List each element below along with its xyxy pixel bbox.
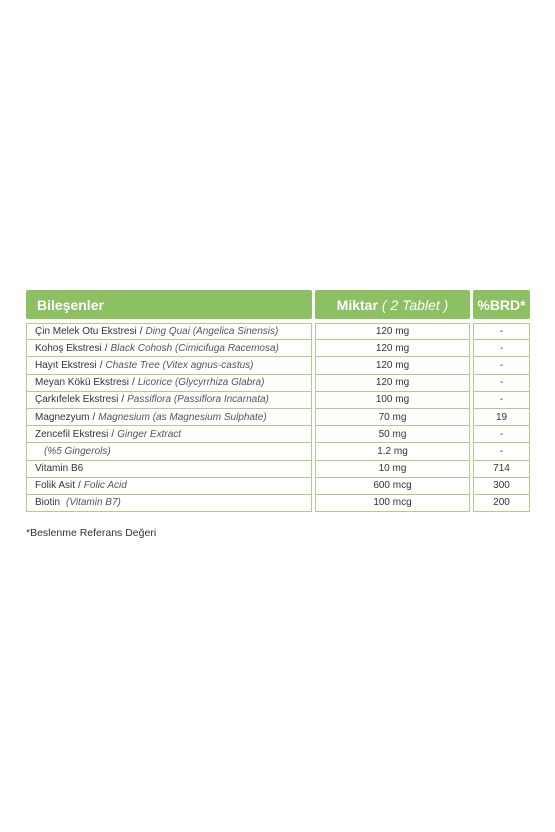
ingredient-name-en: Magnesium (as Magnesium Sulphate)	[98, 411, 267, 423]
table-row	[26, 461, 530, 478]
table-row	[26, 478, 530, 495]
ingredient-separator: /	[139, 326, 143, 338]
ingredient-cell	[26, 495, 312, 512]
ingredient-name-tr: Çarkıfelek Ekstresi	[35, 394, 119, 406]
table-row	[26, 375, 530, 392]
amount-cell: 120 mg	[315, 357, 470, 374]
table-row	[26, 443, 530, 460]
amount-cell: 120 mg	[315, 375, 470, 392]
ingredient-name-tr: Biotin	[35, 497, 61, 509]
brd-cell: -	[473, 357, 530, 374]
table-row	[26, 323, 530, 340]
brd-cell: -	[473, 443, 530, 460]
brd-cell: 300	[473, 478, 530, 495]
ingredient-name-en: Passiflora (Passiflora Incarnata)	[127, 394, 269, 406]
table-row	[26, 357, 530, 374]
ingredient-name-tr: Folik Asit	[35, 480, 76, 492]
ingredient-separator: /	[111, 428, 115, 440]
ingredient-name-tr: Kohoş Ekstresi	[35, 342, 102, 354]
amount-cell: 600 mcg	[315, 478, 470, 495]
ingredient-separator: /	[78, 480, 81, 492]
ingredient-separator: /	[104, 342, 108, 354]
ingredient-separator: /	[92, 411, 96, 423]
ingredient-cell	[26, 478, 312, 495]
ingredient-name-en: (Vitamin B7)	[66, 497, 121, 509]
brd-cell: 19	[473, 409, 530, 426]
table-row	[26, 409, 530, 426]
header-amount-label: Miktar	[336, 296, 378, 313]
table-row	[26, 426, 530, 443]
ingredient-separator: /	[131, 377, 135, 389]
ingredient-separator: /	[99, 359, 103, 371]
ingredient-name-tr: Magnezyum	[35, 411, 90, 423]
ingredient-cell	[26, 375, 312, 392]
brd-cell: -	[473, 340, 530, 357]
ingredient-name-tr: Çin Melek Otu Ekstresi	[35, 326, 137, 338]
table-body	[26, 323, 530, 512]
ingredient-cell	[26, 426, 312, 443]
amount-cell: 10 mg	[315, 461, 470, 478]
header-brd-label: %BRD*	[477, 296, 526, 313]
ingredient-name-en: Folic Acid	[83, 480, 127, 492]
ingredient-cell	[26, 409, 312, 426]
ingredient-name-en: Black Cohosh (Cimicifuga Racemosa)	[110, 342, 279, 354]
table-row	[26, 392, 530, 409]
amount-cell: 120 mg	[315, 340, 470, 357]
amount-cell: 1.2 mg	[315, 443, 470, 460]
header-brd	[473, 290, 530, 319]
ingredient-name-tr: Zencefil Ekstresi	[35, 428, 109, 440]
ingredient-name-en: (%5 Gingerols)	[44, 445, 111, 457]
ingredient-name-tr: Vitamin B6	[35, 463, 84, 475]
footnote: *Beslenme Referans Değeri	[26, 527, 157, 539]
brd-cell: -	[473, 375, 530, 392]
nutrition-table	[26, 290, 530, 512]
header-ingredients-label: Bileşenler	[37, 296, 104, 313]
ingredient-name-en: Ginger Extract	[117, 428, 182, 440]
ingredient-name-en: Ding Quai (Angelica Sinensis)	[145, 326, 279, 338]
ingredient-separator: /	[121, 394, 125, 406]
amount-cell: 50 mg	[315, 426, 470, 443]
ingredient-name-en: Licorice (Glycyrrhiza Glabra)	[137, 377, 265, 389]
ingredient-cell	[26, 461, 312, 478]
table-header	[26, 290, 530, 319]
amount-cell: 100 mg	[315, 392, 470, 409]
ingredient-cell	[26, 392, 312, 409]
brd-cell: 200	[473, 495, 530, 512]
brd-cell: -	[473, 426, 530, 443]
brd-cell: -	[473, 323, 530, 340]
ingredient-name-en: Chaste Tree (Vitex agnus-castus)	[105, 359, 254, 371]
header-amount	[315, 290, 470, 319]
table-row	[26, 495, 530, 512]
amount-cell: 70 mg	[315, 409, 470, 426]
ingredient-cell	[26, 323, 312, 340]
amount-cell: 100 mcg	[315, 495, 470, 512]
ingredient-name-tr: Meyan Kökü Ekstresi	[35, 377, 129, 389]
brd-cell: 714	[473, 461, 530, 478]
ingredient-cell	[26, 357, 312, 374]
table-row	[26, 340, 530, 357]
ingredient-cell	[26, 340, 312, 357]
header-ingredients	[26, 290, 312, 319]
ingredient-name-tr: Hayıt Ekstresi	[35, 359, 97, 371]
amount-cell: 120 mg	[315, 323, 470, 340]
header-amount-sub: ( 2 Tablet )	[381, 296, 449, 313]
brd-cell: -	[473, 392, 530, 409]
ingredient-cell	[26, 443, 312, 460]
